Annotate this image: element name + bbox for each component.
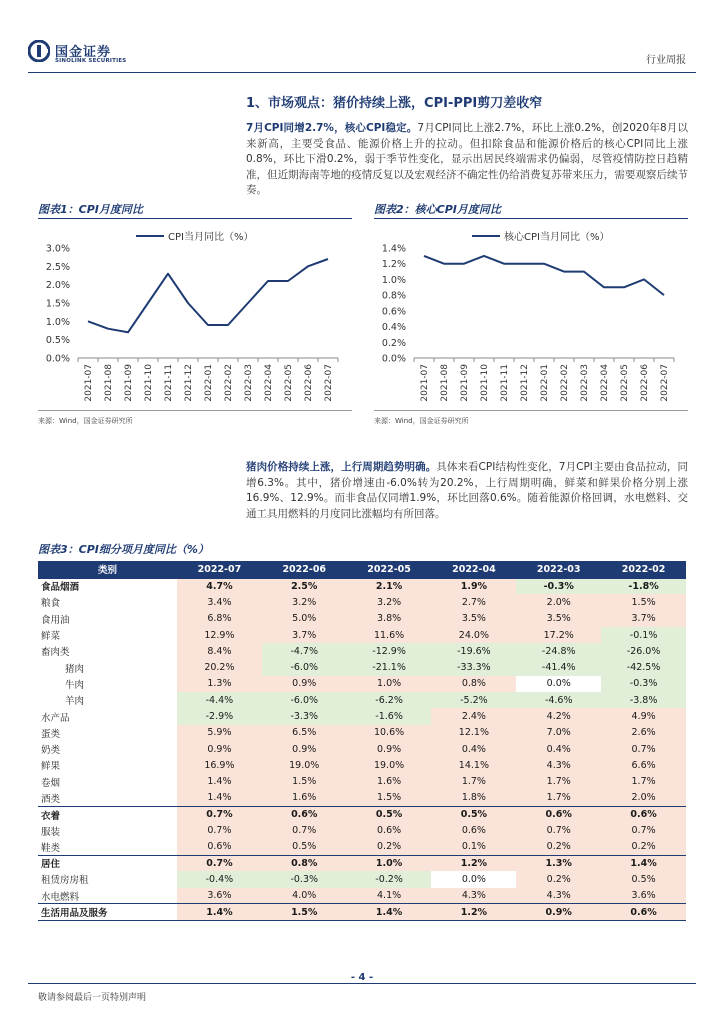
- table-cell: -6.0%: [262, 692, 347, 708]
- y-tick-label: 2.5%: [45, 261, 70, 273]
- table-cell: -24.8%: [516, 643, 601, 659]
- row-label: 服装: [41, 826, 61, 838]
- table-cell: 3.2%: [262, 594, 347, 610]
- x-tick-label: 2022-03: [580, 364, 590, 402]
- table-cell: 1.9%: [431, 578, 516, 594]
- x-tick-label: 2022-07: [324, 364, 334, 402]
- table-cell: 6.8%: [177, 611, 262, 627]
- x-tick-label: 2021-11: [164, 364, 174, 402]
- logo-mark-icon: [28, 40, 50, 62]
- table-cell: 3.6%: [601, 888, 686, 904]
- table-row: [38, 611, 686, 627]
- table-cell: 0.6%: [262, 806, 347, 822]
- table-cell: 0.6%: [516, 806, 601, 822]
- report-type: 行业周报: [646, 55, 686, 66]
- table-cell: 12.1%: [431, 725, 516, 741]
- table-row: [38, 871, 686, 887]
- table-cell: -4.7%: [262, 643, 347, 659]
- table-cell: 6.5%: [262, 725, 347, 741]
- chart2-title: 图表2：核心CPI月度同比: [374, 203, 501, 216]
- table-cell: -19.6%: [431, 643, 516, 659]
- paragraph-pork-body: 具体来看CPI结构性变化，7月CPI主要由食品拉动，同增6.3%。其中，猪价增速由-6.0%转为20.2%，上行周期明确，鲜菜和鲜果价格分别上涨16.9%、12.9%。而非食品仅同增1.9%，环比回落0.6%。随着能源价格回调，水电燃料、交通工具用燃料的月度同比涨幅均有所回落。: [246, 461, 689, 520]
- table-cell: 20.2%: [177, 659, 262, 675]
- table-cell: -12.9%: [347, 643, 432, 659]
- table-cell: 0.5%: [431, 806, 516, 822]
- table-row: [38, 855, 686, 871]
- table-cell: 1.0%: [347, 855, 432, 871]
- table-cell: 0.7%: [601, 822, 686, 838]
- x-tick-label: 2022-01: [204, 364, 214, 402]
- table-cell: 16.9%: [177, 757, 262, 773]
- column-header: 2022-04: [431, 561, 516, 578]
- row-label: 奶类: [41, 745, 61, 757]
- table-cell: 0.4%: [431, 741, 516, 757]
- y-tick-label: 1.2%: [381, 259, 406, 271]
- x-tick-label: 2022-04: [264, 364, 274, 402]
- header-divider: [28, 72, 696, 73]
- cpi-breakdown-table: [38, 561, 686, 921]
- table-cell: 1.4%: [177, 790, 262, 806]
- paragraph-cpi: [246, 121, 688, 199]
- y-tick-label: 0.0%: [45, 353, 70, 365]
- table-cell: 19.0%: [347, 757, 432, 773]
- table-cell: -26.0%: [601, 643, 686, 659]
- table-cell: 2.1%: [347, 578, 432, 594]
- table-cell: 1.5%: [601, 594, 686, 610]
- table-cell: 19.0%: [262, 757, 347, 773]
- column-header: 2022-03: [516, 561, 601, 578]
- table-cell: 0.0%: [431, 871, 516, 887]
- table-cell: 1.5%: [347, 790, 432, 806]
- table-cell: 0.6%: [347, 822, 432, 838]
- logo-text-cn: 国金证券: [55, 45, 112, 60]
- y-tick-label: 0.4%: [381, 322, 406, 334]
- chart1-title: 图表1：CPI月度同比: [38, 203, 143, 216]
- table-cell: 0.8%: [431, 676, 516, 692]
- table-cell: -4.6%: [516, 692, 601, 708]
- x-tick-label: 2021-07: [420, 364, 430, 402]
- section-title: 1、市场观点：猪价持续上涨，CPI-PPI剪刀差收窄: [246, 96, 543, 111]
- table-cell: 3.7%: [601, 611, 686, 627]
- table-row: [38, 594, 686, 610]
- table-cell: -0.3%: [516, 578, 601, 594]
- table-cell: 4.3%: [516, 888, 601, 904]
- table-cell: -1.6%: [347, 708, 432, 724]
- table-cell: 4.1%: [347, 888, 432, 904]
- table-cell: 4.0%: [262, 888, 347, 904]
- table-cell: 7.0%: [516, 725, 601, 741]
- table-row: [38, 725, 686, 741]
- table-cell: 2.5%: [262, 578, 347, 594]
- table-cell: 0.6%: [431, 822, 516, 838]
- table-row: [38, 888, 686, 904]
- table-row: [38, 627, 686, 643]
- row-label: 鲜菜: [41, 631, 61, 643]
- table-cell: 3.6%: [177, 888, 262, 904]
- table-cell: 8.4%: [177, 643, 262, 659]
- row-label: 卷烟: [41, 777, 61, 789]
- table-cell: 2.6%: [601, 725, 686, 741]
- table-cell: 17.2%: [516, 627, 601, 643]
- table-row: [38, 904, 686, 920]
- table-row: [38, 659, 686, 675]
- table-cell: 3.2%: [347, 594, 432, 610]
- table-cell: 2.0%: [516, 594, 601, 610]
- table-cell: 1.8%: [431, 790, 516, 806]
- x-tick-label: 2022-06: [640, 364, 650, 402]
- table-cell: 1.7%: [516, 790, 601, 806]
- table-row: [38, 790, 686, 806]
- y-tick-label: 0.2%: [381, 337, 406, 349]
- row-label: 食品烟酒: [38, 578, 177, 594]
- table-cell: 1.2%: [431, 904, 516, 920]
- column-header-category: 类别: [38, 561, 177, 578]
- table-cell: 12.9%: [177, 627, 262, 643]
- table-cell: 24.0%: [431, 627, 516, 643]
- x-tick-label: 2021-07: [84, 364, 94, 402]
- table-cell: 0.7%: [516, 822, 601, 838]
- y-tick-label: 2.0%: [45, 280, 70, 292]
- table-cell: 1.7%: [431, 774, 516, 790]
- paragraph-cpi-body: 7月CPI同比上涨2.7%，环比上涨0.2%，创2020年8月以来新高，主要受食品、能源价格上升的拉动。但扣除食品和能源价格后的核心CPI同比上涨0.8%，环比下滑0.2%，弱于季节性变化，显示出居民终端需求仍偏弱，尽管疫情防控日趋精准，但近期海南等地的疫情反复以及宏观经济不确定性仍给消费复苏带来压力，需要观察后续节奏。: [246, 122, 688, 197]
- table-cell: 3.5%: [516, 611, 601, 627]
- table-cell: -6.0%: [262, 659, 347, 675]
- row-label: 牛肉: [65, 679, 85, 691]
- table-cell: -1.8%: [601, 578, 686, 594]
- table-row: [38, 692, 686, 708]
- table-cell: 0.2%: [601, 839, 686, 855]
- table-cell: -2.9%: [177, 708, 262, 724]
- table-cell: 0.5%: [601, 871, 686, 887]
- table-row: [38, 774, 686, 790]
- table-row: [38, 643, 686, 659]
- table-cell: 0.9%: [262, 741, 347, 757]
- x-tick-label: 2021-08: [440, 364, 450, 402]
- series-line: [88, 259, 328, 332]
- row-label: 畜肉类: [41, 647, 70, 659]
- chart-cpi-yoy: [38, 222, 352, 408]
- table-cell: 0.2%: [347, 839, 432, 855]
- footer-divider: [28, 983, 696, 984]
- x-tick-label: 2022-07: [660, 364, 670, 402]
- table-cell: 1.4%: [177, 774, 262, 790]
- x-tick-label: 2021-11: [500, 364, 510, 402]
- table-cell: 1.4%: [177, 904, 262, 920]
- column-header: 2022-02: [601, 561, 686, 578]
- chart-core-cpi-yoy: [374, 222, 688, 408]
- table-cell: 1.4%: [601, 855, 686, 871]
- row-label: 水电燃料: [41, 891, 80, 903]
- x-tick-label: 2022-06: [304, 364, 314, 402]
- table-cell: 0.6%: [177, 839, 262, 855]
- table-cell: 0.5%: [347, 806, 432, 822]
- company-logo: [28, 40, 138, 70]
- x-tick-label: 2021-10: [144, 364, 154, 402]
- table-cell: 4.9%: [601, 708, 686, 724]
- series-line: [424, 256, 664, 295]
- x-tick-label: 2021-12: [184, 364, 194, 402]
- y-tick-label: 0.8%: [381, 290, 406, 302]
- paragraph-pork: [246, 460, 688, 522]
- table-cell: -33.3%: [431, 659, 516, 675]
- row-label: 猪肉: [65, 663, 85, 675]
- table-row: [38, 708, 686, 724]
- table-cell: 1.4%: [347, 904, 432, 920]
- table-cell: -3.3%: [262, 708, 347, 724]
- table-cell: 1.0%: [347, 676, 432, 692]
- chart2-source: 来源：Wind，国金证券研究所: [374, 417, 469, 425]
- table-cell: 0.5%: [262, 839, 347, 855]
- chart2-bottom-divider: [374, 410, 688, 411]
- table-row: [38, 806, 686, 822]
- footer-disclaimer: 敬请参阅最后一页特别声明: [38, 993, 147, 1003]
- table-cell: 3.5%: [431, 611, 516, 627]
- table-cell: 0.0%: [516, 676, 601, 692]
- row-label: 衣着: [38, 806, 177, 822]
- table-cell: 1.3%: [177, 676, 262, 692]
- table-cell: 0.9%: [262, 676, 347, 692]
- chart1-title-divider: [38, 218, 352, 219]
- table-cell: 2.7%: [431, 594, 516, 610]
- table-row: [38, 757, 686, 773]
- table-cell: 6.6%: [601, 757, 686, 773]
- table-cell: 5.9%: [177, 725, 262, 741]
- table-cell: -0.3%: [601, 676, 686, 692]
- y-tick-label: 1.4%: [381, 243, 406, 255]
- table-cell: 0.6%: [601, 806, 686, 822]
- table-cell: 1.7%: [516, 774, 601, 790]
- x-tick-label: 2022-03: [244, 364, 254, 402]
- table-cell: -5.2%: [431, 692, 516, 708]
- x-tick-label: 2021-10: [480, 364, 490, 402]
- column-header: 2022-07: [177, 561, 262, 578]
- chart1-source: 来源：Wind，国金证券研究所: [38, 417, 133, 425]
- y-tick-label: 1.5%: [45, 298, 70, 310]
- table-cell: -0.4%: [177, 871, 262, 887]
- x-tick-label: 2022-05: [284, 364, 294, 402]
- chart1-bottom-divider: [38, 410, 352, 411]
- x-tick-label: 2022-01: [540, 364, 550, 402]
- legend-label: 核心CPI当月同比（%）: [504, 232, 610, 243]
- paragraph-cpi-lead: 7月CPI同增2.7%，核心CPI稳定。: [246, 122, 418, 134]
- table-cell: 0.7%: [262, 822, 347, 838]
- row-label: 水产品: [41, 712, 70, 724]
- table-cell: 0.2%: [516, 839, 601, 855]
- table-cell: 0.9%: [347, 741, 432, 757]
- table-cell: 2.4%: [431, 708, 516, 724]
- table-cell: 1.5%: [262, 774, 347, 790]
- table-cell: -6.2%: [347, 692, 432, 708]
- table-cell: 2.0%: [601, 790, 686, 806]
- y-tick-label: 0.6%: [381, 306, 406, 318]
- table-cell: 1.7%: [601, 774, 686, 790]
- table-cell: -21.1%: [347, 659, 432, 675]
- table-row: [38, 822, 686, 838]
- table-cell: 0.7%: [177, 855, 262, 871]
- table-cell: 5.0%: [262, 611, 347, 627]
- table-cell: 10.6%: [347, 725, 432, 741]
- table-row: [38, 676, 686, 692]
- table-cell: 4.3%: [431, 888, 516, 904]
- table-cell: 0.1%: [431, 839, 516, 855]
- table-cell: 4.2%: [516, 708, 601, 724]
- table-header-row: [38, 561, 686, 578]
- table-row: [38, 741, 686, 757]
- paragraph-pork-lead: 猪肉价格持续上涨，上行周期趋势明确。: [246, 461, 437, 473]
- table-cell: 1.6%: [262, 790, 347, 806]
- x-tick-label: 2021-08: [104, 364, 114, 402]
- y-tick-label: 0.0%: [381, 353, 406, 365]
- x-tick-label: 2021-09: [460, 364, 470, 402]
- y-tick-label: 3.0%: [45, 243, 70, 255]
- table-cell: -4.4%: [177, 692, 262, 708]
- row-label: 生活用品及服务: [38, 904, 177, 920]
- table-cell: 3.8%: [347, 611, 432, 627]
- table-cell: 11.6%: [347, 627, 432, 643]
- table-cell: 0.6%: [601, 904, 686, 920]
- x-tick-label: 2022-02: [224, 364, 234, 402]
- row-label: 食用油: [41, 614, 70, 626]
- x-tick-label: 2022-02: [560, 364, 570, 402]
- table-cell: 4.3%: [516, 757, 601, 773]
- chart2-title-divider: [374, 218, 688, 219]
- table-row: [38, 839, 686, 855]
- row-label: 鞋类: [41, 842, 61, 854]
- row-label: 羊肉: [65, 696, 85, 708]
- table-cell: 0.9%: [177, 741, 262, 757]
- x-tick-label: 2022-04: [600, 364, 610, 402]
- table-cell: 0.4%: [516, 741, 601, 757]
- row-label: 粮食: [41, 598, 61, 610]
- table-cell: 1.6%: [347, 774, 432, 790]
- row-label: 鲜果: [41, 761, 61, 773]
- table-cell: 14.1%: [431, 757, 516, 773]
- table-cell: 3.4%: [177, 594, 262, 610]
- table-cell: -3.8%: [601, 692, 686, 708]
- x-tick-label: 2021-09: [124, 364, 134, 402]
- table-cell: 1.5%: [262, 904, 347, 920]
- table-cell: 0.9%: [516, 904, 601, 920]
- table-cell: 1.2%: [431, 855, 516, 871]
- row-label: 酒类: [41, 793, 61, 805]
- legend-label: CPI当月同比（%）: [168, 232, 254, 243]
- table-cell: -42.5%: [601, 659, 686, 675]
- table-cell: 4.7%: [177, 578, 262, 594]
- x-tick-label: 2021-12: [520, 364, 530, 402]
- row-label: 蛋类: [41, 728, 61, 740]
- table-cell: 0.7%: [177, 822, 262, 838]
- table-cell: -0.3%: [262, 871, 347, 887]
- y-tick-label: 1.0%: [45, 316, 70, 328]
- row-label: 居住: [38, 855, 177, 871]
- table-cell: -0.1%: [601, 627, 686, 643]
- table-row: [38, 578, 686, 594]
- row-label: 租赁房房租: [41, 875, 89, 887]
- table-cell: 0.8%: [262, 855, 347, 871]
- y-tick-label: 0.5%: [45, 335, 70, 347]
- table-title: 图表3：CPI细分项月度同比（%）: [38, 543, 209, 556]
- table-cell: 1.3%: [516, 855, 601, 871]
- table-cell: -41.4%: [516, 659, 601, 675]
- table-cell: 0.2%: [516, 871, 601, 887]
- table-cell: 0.7%: [177, 806, 262, 822]
- column-header: 2022-05: [347, 561, 432, 578]
- y-tick-label: 1.0%: [381, 274, 406, 286]
- column-header: 2022-06: [262, 561, 347, 578]
- table-cell: 3.7%: [262, 627, 347, 643]
- page-number: - 4 -: [350, 972, 374, 983]
- logo-text-en: SINOLINK SECURITIES: [55, 58, 127, 64]
- table-cell: -0.2%: [347, 871, 432, 887]
- table-cell: 0.7%: [601, 741, 686, 757]
- x-tick-label: 2022-05: [620, 364, 630, 402]
